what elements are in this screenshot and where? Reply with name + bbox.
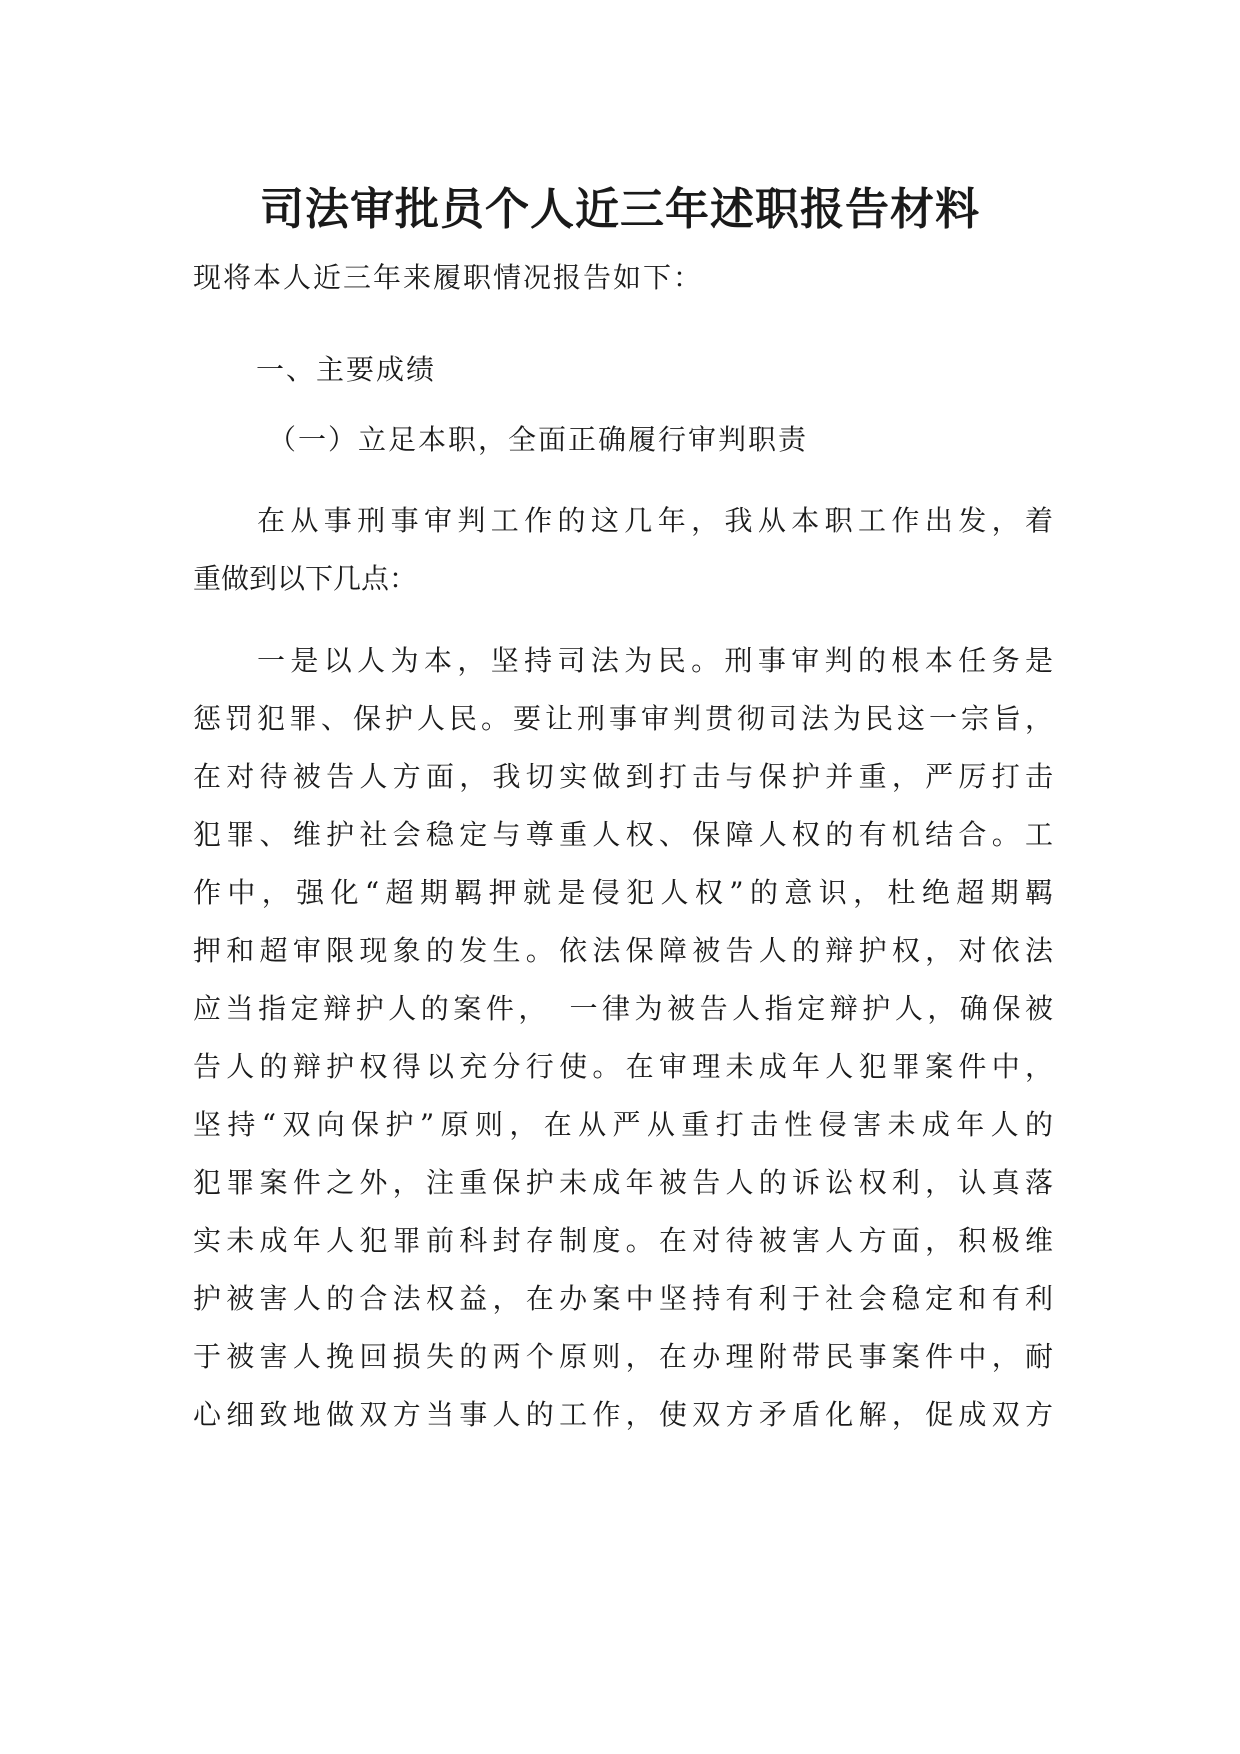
intro-line: 现将本人近三年来履职情况报告如下： <box>193 261 704 294</box>
paragraph-line: 惩罚犯罪、保护人民。要让刑事审判贯彻司法为民这一宗旨， <box>193 702 1053 735</box>
paragraph-line: 犯罪案件之外，注重保护未成年被告人的诉讼权利，认真落 <box>193 1166 1053 1199</box>
paragraph-line: 押和超审限现象的发生。依法保障被告人的辩护权，对依法 <box>193 934 1053 967</box>
document-title: 司法审批员个人近三年述职报告材料 <box>260 184 980 235</box>
paragraph-line: 护被害人的合法权益，在办案中坚持有利于社会稳定和有利 <box>193 1282 1053 1315</box>
paragraph-line: 实未成年人犯罪前科封存制度。在对待被害人方面，积极维 <box>193 1224 1053 1257</box>
subsection-heading: （一）立足本职，全面正确履行审判职责 <box>268 423 809 456</box>
paragraph-line: 在从事刑事审判工作的这几年，我从本职工作出发，着 <box>257 504 1053 537</box>
paragraph-line: 作中，强化“超期羁押就是侵犯人权”的意识，杜绝超期羁 <box>193 876 1053 909</box>
paragraph-line: 重做到以下几点： <box>193 562 418 595</box>
paragraph-line: 坚持“双向保护”原则，在从严从重打击性侵害未成年人的 <box>193 1108 1053 1141</box>
section-heading: 一、主要成绩 <box>256 353 437 386</box>
paragraph-line: 一是以人为本，坚持司法为民。刑事审判的根本任务是 <box>257 644 1053 677</box>
paragraph-line: 于被害人挽回损失的两个原则，在办理附带民事案件中，耐 <box>193 1340 1053 1373</box>
paragraph-line: 心细致地做双方当事人的工作，使双方矛盾化解，促成双方 <box>193 1398 1053 1431</box>
paragraph-line: 犯罪、维护社会稳定与尊重人权、保障人权的有机结合。工 <box>193 818 1053 851</box>
paragraph-line: 告人的辩护权得以充分行使。在审理未成年人犯罪案件中， <box>193 1050 1053 1083</box>
paragraph-line: 在对待被告人方面，我切实做到打击与保护并重，严厉打击 <box>193 760 1053 793</box>
paragraph-line: 应当指定辩护人的案件， 一律为被告人指定辩护人，确保被 <box>193 992 1053 1025</box>
paragraph-1 <box>193 492 1053 608</box>
paragraph-2 <box>193 632 1053 1444</box>
